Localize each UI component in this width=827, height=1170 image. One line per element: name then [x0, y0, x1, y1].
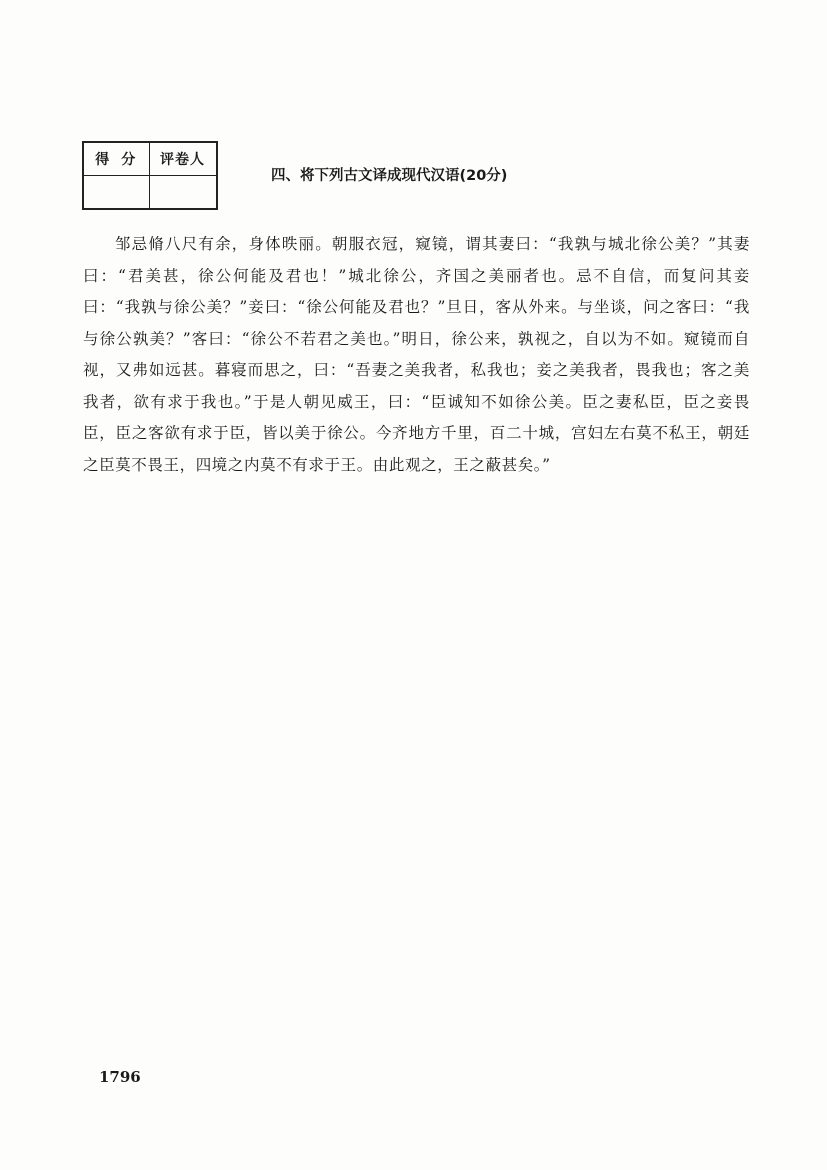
- score-table: [82, 141, 218, 210]
- score-label: 得分: [83, 142, 149, 176]
- grader-value-cell[interactable]: [149, 176, 217, 210]
- grader-label: 评卷人: [149, 142, 217, 176]
- score-table-value-row: [83, 176, 217, 210]
- score-value-cell[interactable]: [83, 176, 149, 210]
- classical-passage: 邹忌脩八尺有余，身体昳丽。朝服衣冠，窥镜，谓其妻曰：“我孰与城北徐公美？”其妻曰：“君美甚，徐公何能及君也！”城北徐公，齐国之美丽者也。忌不自信，而复问其妾曰：“我孰与徐公美？”妾曰：“徐公何能及君也？”旦日，客从外来。与坐谈，问之客曰：“我与徐公孰美？”客曰：“徐公不若君之美也。”明日，徐公来，孰视之，自以为不如。窥镜而自视，又弗如远甚。暮寝而思之，曰：“吾妻之美我者，私我也；妾之美我者，畏我也；客之美我者，欲有求于我也。”于是人朝见威王，曰：“臣诚知不如徐公美。臣之妻私臣，臣之妾畏臣，臣之客欲有求于臣，皆以美于徐公。今齐地方千里，百二十城，宫妇左右莫不私王，朝廷之臣莫不畏王，四境之内莫不有求于王。由此观之，王之蔽甚矣。”: [83, 235, 750, 474]
- score-table-header-row: [83, 142, 217, 176]
- page-number: 1796: [99, 1068, 141, 1086]
- section-title: 四、将下列古文译成现代汉语(20分): [271, 168, 508, 184]
